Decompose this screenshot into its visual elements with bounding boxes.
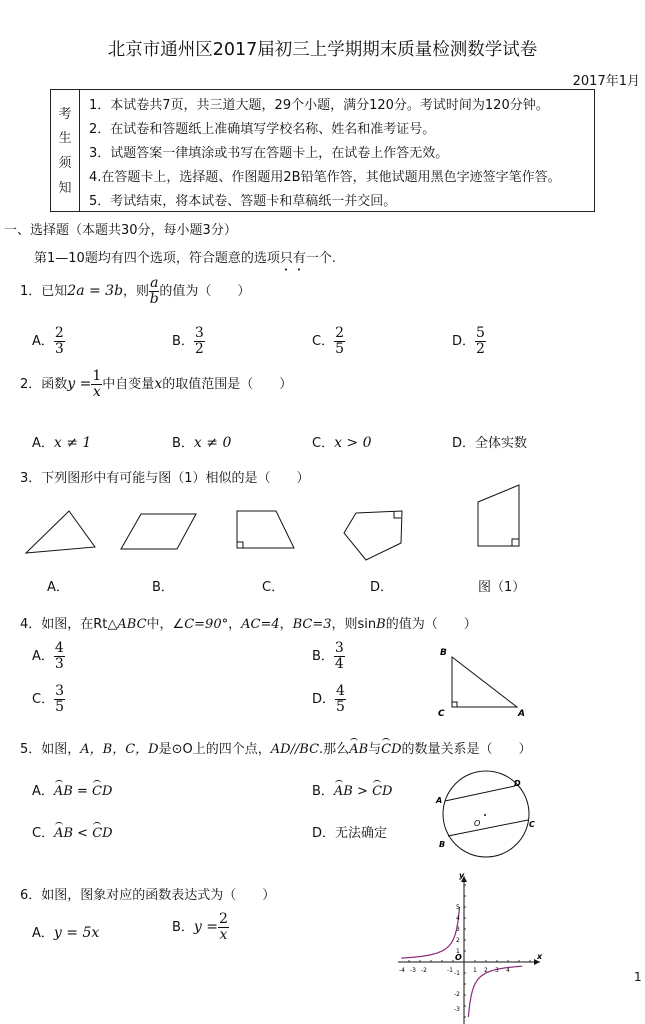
right-angle-mark bbox=[394, 511, 401, 518]
q5-points: A，B，C，D bbox=[80, 742, 159, 757]
numerator: 1 bbox=[92, 368, 102, 384]
q4-bc: BC=3 bbox=[292, 617, 332, 632]
q2-option-b[interactable] bbox=[172, 432, 231, 451]
point-label-c: C bbox=[529, 820, 535, 829]
denominator: 5 bbox=[335, 341, 344, 357]
section-intro bbox=[34, 247, 336, 274]
chord-bc bbox=[448, 820, 528, 836]
point-label-o: O bbox=[474, 819, 481, 828]
option-operator: < bbox=[77, 826, 89, 841]
x-axis-label: x bbox=[537, 952, 543, 961]
option-label: A． bbox=[32, 649, 54, 664]
question-6: 6．如图，图象对应的函数表达式为（ ） bbox=[20, 888, 276, 903]
q1-suffix: 的值为（ ） bbox=[159, 284, 251, 299]
q6-graph bbox=[392, 868, 547, 1024]
option-arc-left: AB bbox=[333, 784, 353, 799]
notice-item: 4.在答题卡上，选择题、作图题用2B铅笔作答，其他试题用黑色字迹签字笔作答。 bbox=[89, 170, 561, 185]
notice-item: 2．在试卷和答题纸上准确填写学校名称、姓名和准考证号。 bbox=[89, 122, 436, 137]
intro-emphasis: 只有 bbox=[279, 251, 306, 266]
option-text: x ≠ 0 bbox=[193, 435, 232, 451]
q4-text: ，则sin bbox=[331, 617, 377, 632]
option-arc-right: CD bbox=[92, 784, 113, 799]
option-label: B． bbox=[172, 920, 194, 935]
q5-parallel: AD//BC bbox=[270, 742, 320, 757]
q4-text: 的值为（ ） bbox=[385, 617, 477, 632]
option-label: A． bbox=[32, 436, 54, 451]
q4-text: 4．如图，在Rt△ bbox=[20, 617, 118, 632]
notice-label-char: 生 bbox=[58, 131, 72, 146]
q2-prefix: 2．函数 bbox=[20, 377, 68, 392]
q1-option-c[interactable] bbox=[312, 326, 345, 357]
option-label: C． bbox=[32, 826, 55, 841]
exam-title: 北京市通州区2017届初三上学期期末质量检测数学试卷 bbox=[107, 40, 538, 60]
q3-label-b[interactable]: B． bbox=[152, 580, 174, 595]
right-angle-mark bbox=[452, 702, 457, 707]
question-3: 3．下列图形中有可能与图（1）相似的是（ ） bbox=[20, 471, 310, 486]
y-tick-label: 4 bbox=[456, 915, 460, 922]
option-arc-left: AB bbox=[53, 784, 73, 799]
q4-option-c[interactable] bbox=[32, 684, 65, 715]
denominator: 3 bbox=[54, 656, 64, 672]
axis-ticks bbox=[409, 885, 530, 1017]
x-tick-label: -4 bbox=[399, 967, 405, 974]
y-tick-label: -1 bbox=[454, 970, 460, 977]
option-arc-right: CD bbox=[372, 784, 393, 799]
y-tick-label: 3 bbox=[456, 926, 460, 933]
x-tick-label: -3 bbox=[410, 967, 416, 974]
vertex-label-c: C bbox=[438, 709, 445, 719]
intro-prefix: 第1—10题均有四个选项，符合题意的选项 bbox=[34, 251, 280, 266]
q5-arc-cd: CD bbox=[381, 742, 402, 757]
q5-text: .那么 bbox=[319, 742, 350, 757]
option-lhs: y = bbox=[193, 919, 219, 935]
option-fraction bbox=[194, 326, 205, 357]
q2-var: x bbox=[154, 376, 163, 392]
q2-fraction bbox=[91, 369, 102, 400]
notice-item: 3．试题答案一律填涂或书写在答题卡上，在试卷上作答无效。 bbox=[89, 146, 449, 161]
option-label: B． bbox=[312, 649, 334, 664]
x-tick-label: -1 bbox=[447, 967, 453, 974]
q3-shape-parallelogram bbox=[121, 514, 196, 549]
option-operator: = bbox=[77, 784, 88, 799]
center-point bbox=[484, 814, 486, 816]
y-tick-label: 1 bbox=[456, 948, 460, 955]
q3-shape-triangle bbox=[26, 511, 95, 553]
q5-option-c[interactable] bbox=[32, 822, 113, 841]
denominator: 5 bbox=[55, 699, 64, 715]
numerator: 4 bbox=[336, 683, 345, 699]
option-label: B． bbox=[172, 436, 194, 451]
option-label: C． bbox=[312, 334, 335, 349]
option-label: C． bbox=[312, 436, 335, 451]
q4-option-a[interactable] bbox=[32, 641, 65, 672]
option-text: x ≠ 1 bbox=[53, 435, 92, 451]
q6-option-a[interactable] bbox=[32, 922, 99, 941]
option-fraction bbox=[54, 684, 65, 715]
q3-shape-trapezoid bbox=[237, 511, 294, 548]
option-fraction bbox=[334, 326, 345, 357]
notice-item: 5．考试结束，将本试卷、答题卡和草稿纸一并交回。 bbox=[89, 194, 397, 209]
q4-angle: C=90° bbox=[184, 617, 229, 632]
denominator: x bbox=[219, 927, 228, 943]
q4-text: 中，∠ bbox=[146, 617, 185, 632]
question-5 bbox=[20, 738, 532, 757]
curve-second-quadrant bbox=[401, 907, 459, 958]
q2-suffix: 的取值范围是（ ） bbox=[162, 377, 293, 392]
option-label: C． bbox=[32, 692, 55, 707]
q4-text: ， bbox=[279, 617, 293, 632]
question-1 bbox=[20, 276, 250, 307]
q2-mid: 中自变量 bbox=[102, 377, 155, 392]
q4-option-b[interactable] bbox=[312, 641, 345, 672]
option-fraction bbox=[334, 641, 345, 672]
point-label-b: B bbox=[439, 840, 446, 849]
q3-label-figure-1: 图（1） bbox=[478, 580, 526, 595]
x-tick-label: 3 bbox=[495, 967, 499, 974]
y-tick-label: 2 bbox=[456, 937, 460, 944]
notice-label-char: 知 bbox=[58, 181, 72, 196]
numerator: a bbox=[150, 275, 159, 291]
notice-label-char: 须 bbox=[58, 156, 72, 171]
numerator: 3 bbox=[334, 640, 344, 656]
notice-box bbox=[50, 89, 595, 212]
denominator: 2 bbox=[194, 341, 204, 357]
option-label: D． bbox=[452, 334, 476, 349]
numerator: 3 bbox=[55, 683, 64, 699]
q5-option-a[interactable] bbox=[32, 780, 112, 799]
q3-label-d[interactable]: D． bbox=[370, 580, 394, 595]
q4-text: ， bbox=[228, 617, 242, 632]
option-arc-left: AB bbox=[54, 826, 74, 841]
q1-mid: ，则 bbox=[123, 284, 150, 299]
numerator: 2 bbox=[54, 325, 64, 341]
right-angle-mark bbox=[237, 542, 243, 548]
y-tick-label: -3 bbox=[454, 1006, 460, 1013]
option-fraction bbox=[475, 326, 486, 357]
question-4 bbox=[20, 613, 477, 632]
exam-date: 2017年1月 bbox=[572, 74, 640, 89]
option-arc-right: CD bbox=[92, 826, 113, 841]
denominator: 2 bbox=[476, 341, 485, 357]
option-label: A． bbox=[32, 784, 54, 799]
section-heading: 一、选择题（本题共30分，每小题3分） bbox=[4, 223, 237, 238]
x-tick-label: -2 bbox=[421, 967, 427, 974]
denominator: x bbox=[92, 384, 101, 400]
vertex-label-a: A bbox=[518, 709, 525, 719]
q3-label-c[interactable]: C． bbox=[262, 580, 285, 595]
denominator: 4 bbox=[334, 656, 344, 672]
option-label: D． bbox=[312, 692, 336, 707]
q5-option-d[interactable] bbox=[312, 822, 387, 841]
option-text: 无法确定 bbox=[335, 826, 388, 841]
notice-items bbox=[89, 96, 561, 216]
page-number: 1 bbox=[634, 970, 642, 984]
option-label: D． bbox=[452, 436, 476, 451]
denominator: 3 bbox=[54, 341, 64, 357]
option-label: B． bbox=[172, 334, 194, 349]
q4-option-d[interactable] bbox=[312, 684, 346, 715]
origin-label: O bbox=[455, 953, 462, 962]
notice-label bbox=[51, 90, 80, 211]
q2-option-a[interactable] bbox=[32, 432, 91, 451]
q5-option-b[interactable] bbox=[312, 780, 392, 799]
option-fraction bbox=[335, 684, 346, 715]
vertex-label-b: B bbox=[440, 648, 447, 658]
question-2 bbox=[20, 369, 292, 400]
option-label: D． bbox=[312, 826, 336, 841]
y-tick-label: 5 bbox=[456, 904, 460, 911]
numerator: 2 bbox=[219, 911, 228, 927]
q1-option-b[interactable] bbox=[172, 326, 205, 357]
numerator: 3 bbox=[194, 325, 204, 341]
q1-condition: 2a = 3b bbox=[67, 283, 124, 299]
right-angle-mark bbox=[512, 539, 519, 546]
option-text: y = 5x bbox=[53, 925, 100, 941]
q2-option-c[interactable] bbox=[312, 432, 372, 451]
q5-text: 是⊙O上的四个点， bbox=[158, 742, 271, 757]
triangle-abc bbox=[452, 657, 517, 707]
q3-figure-1-shape bbox=[478, 485, 519, 546]
notice-label-char: 考 bbox=[58, 107, 72, 122]
option-operator: > bbox=[357, 784, 368, 799]
y-axis-label: y bbox=[459, 871, 465, 880]
q6-option-b[interactable] bbox=[172, 912, 229, 943]
numerator: 4 bbox=[54, 640, 64, 656]
point-label-a: A bbox=[436, 796, 443, 805]
option-fraction bbox=[54, 641, 65, 672]
point-label-d: D bbox=[514, 779, 521, 788]
option-label: A． bbox=[32, 926, 54, 941]
q5-arc-ab: AB bbox=[349, 742, 369, 757]
q3-figures bbox=[0, 480, 645, 580]
q1-prefix: 1．已知 bbox=[20, 284, 68, 299]
y-tick-label: -2 bbox=[454, 991, 460, 998]
option-text: 全体实数 bbox=[475, 436, 528, 451]
notice-item: 1．本试卷共7页，共三道大题，29个小题，满分120分。考试时间为120分钟。 bbox=[89, 98, 549, 113]
x-tick-label: 4 bbox=[506, 967, 510, 974]
numerator: 5 bbox=[476, 325, 485, 341]
q2-option-d[interactable] bbox=[452, 432, 527, 451]
option-fraction bbox=[218, 912, 229, 943]
q4-b: B bbox=[376, 617, 386, 632]
option-fraction bbox=[54, 326, 65, 357]
denominator: b bbox=[149, 291, 159, 307]
chord-ad bbox=[445, 786, 515, 801]
q2-lhs: y = bbox=[67, 376, 92, 392]
q5-text: 5．如图， bbox=[20, 742, 81, 757]
q3-label-a[interactable]: A． bbox=[47, 580, 69, 595]
q5-text: 与 bbox=[368, 742, 382, 757]
q3-shape-pentagon bbox=[344, 511, 402, 560]
q4-ac: AC=4 bbox=[241, 617, 280, 632]
intro-suffix: 一个. bbox=[305, 251, 336, 266]
numerator: 2 bbox=[335, 325, 344, 341]
q5-circle-figure bbox=[430, 768, 540, 863]
q1-option-a[interactable] bbox=[32, 326, 65, 357]
option-label: B． bbox=[312, 784, 334, 799]
x-tick-label: 1 bbox=[473, 967, 477, 974]
q1-option-d[interactable] bbox=[452, 326, 486, 357]
q4-triangle-figure bbox=[430, 640, 530, 720]
denominator: 5 bbox=[336, 699, 345, 715]
x-tick-label: 2 bbox=[484, 967, 488, 974]
q5-text: 的数量关系是（ ） bbox=[401, 742, 532, 757]
q1-fraction bbox=[149, 276, 159, 307]
q4-triangle: ABC bbox=[117, 617, 147, 632]
option-label: A． bbox=[32, 334, 54, 349]
option-text: x > 0 bbox=[334, 435, 372, 451]
